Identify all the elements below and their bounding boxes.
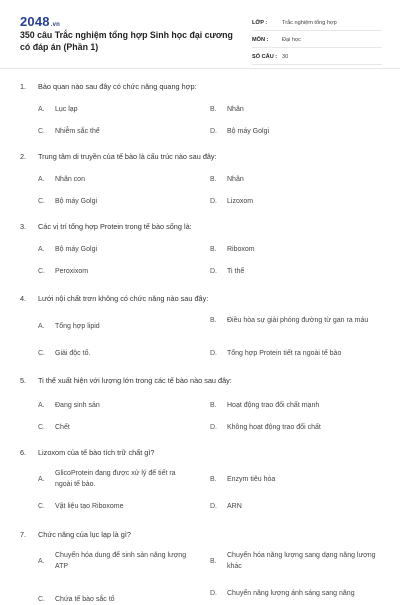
document-header xyxy=(0,0,400,69)
option-a[interactable]: A. Tổng hợp lipid xyxy=(38,323,100,330)
meta-row-count xyxy=(252,49,382,65)
option-c[interactable]: C. Peroxixom xyxy=(38,268,89,275)
option-b[interactable]: B. Nhân xyxy=(210,176,244,183)
option-b[interactable]: B. Hoạt động trao đổi chất mạnh xyxy=(210,402,320,409)
option-a[interactable]: A. Đang sinh sản xyxy=(38,402,100,409)
meta-row-subject xyxy=(252,32,382,48)
option-c[interactable]: C. Bộ máy Golgi xyxy=(38,198,98,205)
option-d[interactable]: D. Không hoạt động trao đổi chất xyxy=(210,424,321,431)
question-text: 5. Ti thể xuất hiện với lượng lớn trong các tế bào nào sau đây: xyxy=(20,376,232,385)
option-d[interactable]: D. ARN xyxy=(210,503,242,510)
logo-text: 2048 xyxy=(20,14,50,29)
question-text: 3. Các vị trí tổng hợp Protein trong tế bào sống là: xyxy=(20,222,192,231)
question-text: 2. Trung tâm di truyền của tế bào là cấu trúc nào sau đây: xyxy=(20,152,217,161)
option-d[interactable]: D. Ti thể xyxy=(210,268,245,275)
option-b[interactable]: B. Enzym tiêu hóa xyxy=(210,476,276,483)
option-d[interactable]: D. Bộ máy Golgi xyxy=(210,128,270,135)
page-title: 350 câu Trắc nghiệm tổng hợp Sinh học đại cương có đáp án (Phần 1) xyxy=(20,30,233,52)
logo-suffix: .vn xyxy=(50,22,61,28)
question-text: 1. Bào quan nào sau đây có chức năng quang hợp: xyxy=(20,82,197,91)
site-logo[interactable] xyxy=(20,14,60,29)
meta-label: MÔN : xyxy=(252,36,269,43)
question-text: 7. Chức năng của lục lạp là gì? xyxy=(20,530,131,539)
option-b[interactable]: B. Điều hòa sự giải phóng đường từ gan ra máu xyxy=(210,317,369,324)
meta-value: 30 xyxy=(282,53,289,60)
question-text: 6. Lizoxom của tế bào tích trữ chất gì? xyxy=(20,448,155,457)
option-d[interactable]: D. Lizoxom xyxy=(210,198,254,205)
option-b[interactable]: B. Nhân xyxy=(210,106,244,113)
option-a[interactable]: A. Nhân con xyxy=(38,176,85,183)
option-c[interactable]: C. Nhiễm sắc thể xyxy=(38,128,100,135)
question-text: 4. Lưới nội chất trơn không có chức năng nào sau đây: xyxy=(20,294,209,303)
option-a[interactable]: A. Chuyển hóa dung để sinh sản năng lượng ATP xyxy=(38,552,187,570)
option-b[interactable]: B. Riboxom xyxy=(210,246,255,253)
option-b[interactable]: B. Chuyển hóa năng lượng sang dạng năng lượng khác xyxy=(210,552,376,570)
meta-info xyxy=(252,15,382,66)
meta-value: Trắc nghiệm tổng hợp xyxy=(282,19,337,26)
option-a[interactable]: A. Bộ máy Golgi xyxy=(38,246,98,253)
option-d[interactable]: D. Tổng hợp Protein tiết ra ngoài tế bào xyxy=(210,350,342,357)
option-c[interactable]: C. Vật liệu tạo Riboxome xyxy=(38,503,124,510)
option-c[interactable]: C. Giải độc tố. xyxy=(38,350,91,357)
meta-label: SỐ CÂU : xyxy=(252,53,278,60)
meta-label: LỚP : xyxy=(252,19,268,26)
meta-row-class xyxy=(252,15,382,31)
meta-value: Đại học xyxy=(282,36,301,43)
option-d[interactable]: D. Chuyển năng lượng ánh sáng sang năng xyxy=(210,590,355,597)
option-c[interactable]: C. Chết xyxy=(38,424,70,431)
option-a[interactable]: A. Lục lạp xyxy=(38,106,78,113)
option-c[interactable]: C. Chứa tế bào sắc tố xyxy=(38,596,115,603)
option-a[interactable]: A. GlicoProtein đang được xử lý để tiết ra ngoài tế bào. xyxy=(38,470,176,488)
